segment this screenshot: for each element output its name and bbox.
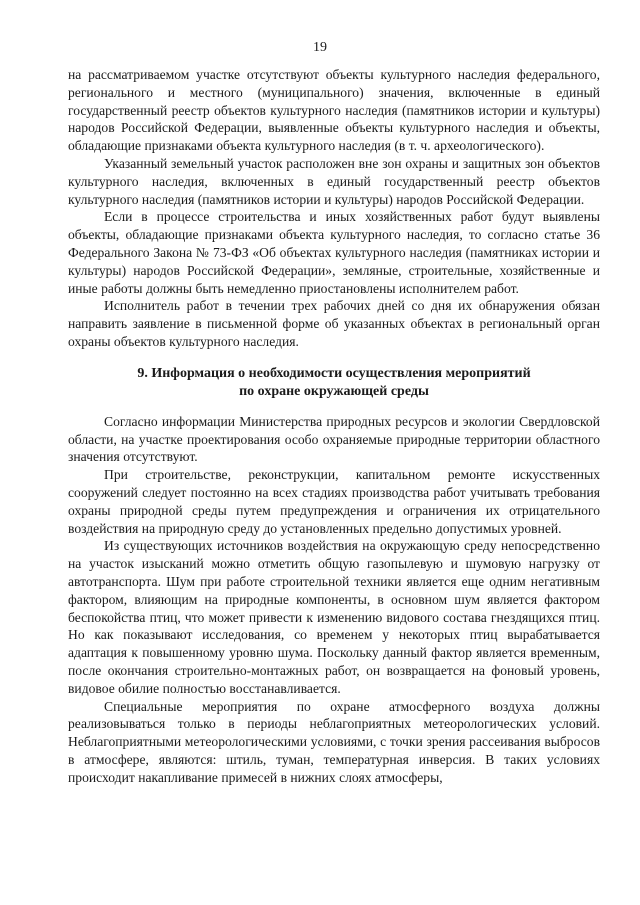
paragraph: Согласно информации Министерства природных ресурсов и экологии Свердловской области, на участке проектирования особо охраняемые природные территории областного значения отсутствуют. [68,413,600,465]
section-heading [68,365,600,401]
paragraph: Если в процессе строительства и иных хозяйственных работ будут выявлены объекты, обладающие признаками объекта культурного наследия, то согласно статье 36 Федерального Закона № 73-ФЗ «Об объектах культурного наследия (памятниках истории и культуры) народов Российской Федерации», земляные, строительные, хозяйственные и иные работы должны быть немедленно приостановлены исполнителем работ. [68,209,600,296]
paragraph: Из существующих источников воздействия на окружающую среду непосредственно на участок изысканий можно отметить общую газопылевую и шумовую нагрузку от автотранспорта. Шум при работе строительной техники является еще одним негативным фактором, влияющим на природные компоненты, в основном шум является фактором беспокойства птиц, что может привести к изменению видового состава гнездящихся птиц. Но как показывают исследования, со временем у некоторых птиц вырабатывается адаптация к повышенному уровню шума. Поскольку данный фактор является временным, после окончания строительно-монтажных работ, он возвращается на фоновый уровень, видовое обилие полностью восстанавливается. [68,538,600,696]
page-number: 19 [313,40,327,55]
paragraph: При строительстве, реконструкции, капитальном ремонте искусственных сооружений следует постоянно на всех стадиях производства работ учитывать требования охраны природной среды путем предупреждения и ограничения их отрицательного воздействия на природную среду до установленных предельно допустимых уровней. [68,467,600,536]
paragraph: Указанный земельный участок расположен вне зон охраны и защитных зон объектов культурного наследия, включенных в единый государственный реестр объектов культурного наследия (памятников истории и культуры) народов Российской Федерации. [68,155,600,207]
section-heading-line: по охране окружающей среды [239,383,429,399]
paragraph: на рассматриваемом участке отсутствуют объекты культурного наследия федерального, регионального и местного (муниципального) значения, включенные в единый государственный реестр объектов культурного наследия (памятников истории и культуры) народов Российской Федерации, выявленные объекты культурного наследия и объекты, обладающие признаками объекта культурного наследия (в т. ч. археологического). [68,67,600,154]
section-heading-line: 9. Информация о необходимости осуществления мероприятий [137,365,531,381]
document-body [68,66,600,786]
paragraph: Исполнитель работ в течении трех рабочих дней со дня их обнаружения обязан направить заявление в письменной форме об указанных объектах в региональный орган охраны объектов культурного наследия. [68,298,600,349]
paragraph: Специальные мероприятия по охране атмосферного воздуха должны реализовываться только в периоды неблагоприятных метеорологических условий. Неблагоприятными метеорологическими условиями, с точки зрения рассеивания выбросов в атмосфере, являются: штиль, туман, температурная инверсия. В таких условиях происходит накапливание примесей в нижних слоях атмосферы, [68,698,600,785]
